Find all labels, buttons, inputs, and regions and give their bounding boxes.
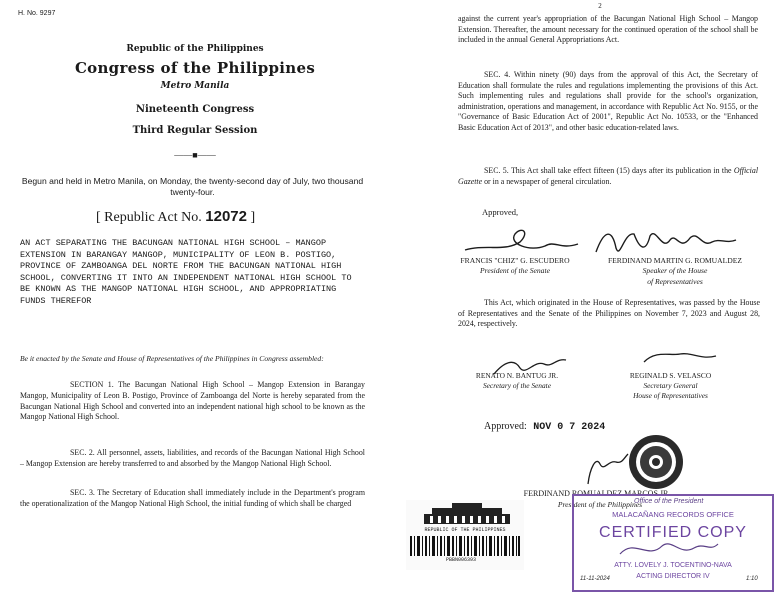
stamp-officer: ATTY. LOVELY J. TOCENTINO-NAVA [614, 562, 732, 569]
section-3-continued: against the current year's appropriation of the Bacungan National High School – Mangop Extension. Thereafter, the amount necessary for the continued operation of the school shall be included in the annual General Appropriations Act. [458, 14, 758, 44]
speaker-title-2: of Representatives [647, 277, 703, 286]
house-secretary-title-2: House of Representatives [633, 391, 708, 400]
approved-label: Approved, [482, 207, 519, 217]
building-emblem-icon [422, 502, 512, 526]
house-secretary-title-1: Secretary General [643, 381, 698, 390]
act-heading-label: [ Republic Act No. [96, 210, 202, 225]
act-heading-close: ] [250, 210, 256, 225]
president-title: President of the Philippines [557, 500, 643, 509]
bill-number: H. No. 9297 [18, 10, 56, 17]
ornament-divider: ——■—— [174, 150, 216, 160]
barcode-caption: REPUBLIC OF THE PHILIPPINES [424, 527, 506, 533]
stamp-office: MALACAÑANG RECORDS OFFICE [612, 510, 734, 519]
stamp-office-note: Office of the President [634, 498, 704, 505]
approval-date-line [484, 421, 605, 433]
header-location: Metro Manila [160, 81, 230, 91]
enacting-clause: Be it enacted by the Senate and House of Representatives of the Philippines in Congress assembled: [20, 354, 324, 363]
section-3: SEC. 3. The Secretary of Education shall immediately include in the Department's program the operationalization of the Mangop National High School, the initial funding of which shall be charged [20, 488, 365, 508]
approval-date-label: Approved: [484, 421, 527, 432]
page-number: 2 [598, 2, 602, 10]
section-2: SEC. 2. All personnel, assets, liabilities, and records of the Bacungan National High School – Mangop Extension are hereby transferred to and absorbed by the Mangop National High School. [20, 448, 365, 468]
stamp-date-note: 11-11-2024 [580, 576, 610, 582]
origin-statement: This Act, which originated in the House of Representatives, was passed by the House of Representatives and the Senate of the Philippines on November 7, 2023 and August 28, 2024, respectively. [458, 298, 760, 328]
act-number: 12072 [205, 208, 247, 225]
president-signature [580, 448, 630, 488]
barcode-number: PBBN006393 [446, 557, 477, 563]
barcode-icon [410, 536, 520, 556]
speaker-name: FERDINAND MARTIN G. ROMUALDEZ [607, 256, 743, 265]
speaker-title-1: Speaker of the House [642, 266, 708, 275]
house-secretary-name: REGINALD S. VELASCO [629, 371, 712, 380]
president-name: FERDINAND ROMUALDEZ MARCOS JR. [523, 489, 671, 498]
senate-president-title: President of the Senate [480, 266, 550, 275]
section-4: SEC. 4. Within ninety (90) days from the approval of this Act, the Secretary of Education shall formulate the rules and regulations implementing the provisions of this Act. Such implementing rules and regulations shall provide for the school's organization, administration, operations and management, in accordance with Republic Act No. 9155, or the "Governance of Basic Education Act of 2001", Republic Act No. 10533, or the "Enhanced Basic Education Act of 2013", and other basic education-related laws. [458, 70, 758, 132]
begun-statement: Begun and held in Metro Manila, on Monday, the twenty-second day of July, two thousand twenty-four. [21, 176, 364, 197]
act-heading [96, 208, 296, 226]
security-barcode-label [406, 500, 524, 570]
senate-secretary-name: RENATO N. BANTUG JR. [475, 371, 559, 380]
section-5-text-b: or in a newspaper of general circulation. [484, 176, 612, 186]
header-republic: Republic of the Philippines [126, 44, 264, 54]
presidential-seal-icon [626, 432, 686, 492]
stamp-officer-title: ACTING DIRECTOR IV [636, 573, 710, 580]
stamp-title: CERTIFIED COPY [599, 524, 747, 541]
section-5 [458, 166, 758, 187]
house-secretary-signature [640, 344, 720, 370]
stamp-signature [614, 534, 724, 564]
senate-secretary-title: Secretary of the Senate [482, 381, 552, 390]
official-gazette: Official Gazette [458, 166, 759, 186]
approval-date: NOV 0 7 2024 [533, 422, 606, 433]
senate-president-name: FRANCIS "CHIZ" G. ESCUDERO [460, 256, 570, 265]
stamp-time-note: 1:10 [746, 576, 758, 582]
section-1: SECTION 1. The Bacungan National High School – Mangop Extension in Barangay Mangop, Municipality of Leon B. Postigo, Province of Zamboanga del Norte is hereby separated from the Bacungan National High School and converted into an independent national high school to be known as the Mangop National High School. [20, 380, 365, 422]
act-title: AN ACT SEPARATING THE BACUNGAN NATIONAL HIGH SCHOOL – MANGOP EXTENSION IN BARANGAY MANGOP, MUNICIPALITY OF LEON B. POSTIGO, PROVINCE OF ZAMBOANGA DEL NORTE FROM THE BACUNGAN NATIONAL HIGH SCHOOL, CONVERTING IT INTO AN INDEPENDENT NATIONAL HIGH SCHOOL TO BE KNOWN AS THE MANGOP NATIONAL HIGH SCHOOL, AND APPROPRIATING FUNDS THEREFOR [20, 238, 352, 306]
certified-copy-stamp [572, 494, 774, 592]
section-5-text-a: SEC. 5. This Act shall take effect fifteen (15) days after its publication in the [484, 166, 732, 175]
header-session: Third Regular Session [132, 125, 258, 136]
header-congress: Congress of the Philippines [74, 59, 316, 77]
header-congress-number: Nineteenth Congress [135, 104, 255, 115]
